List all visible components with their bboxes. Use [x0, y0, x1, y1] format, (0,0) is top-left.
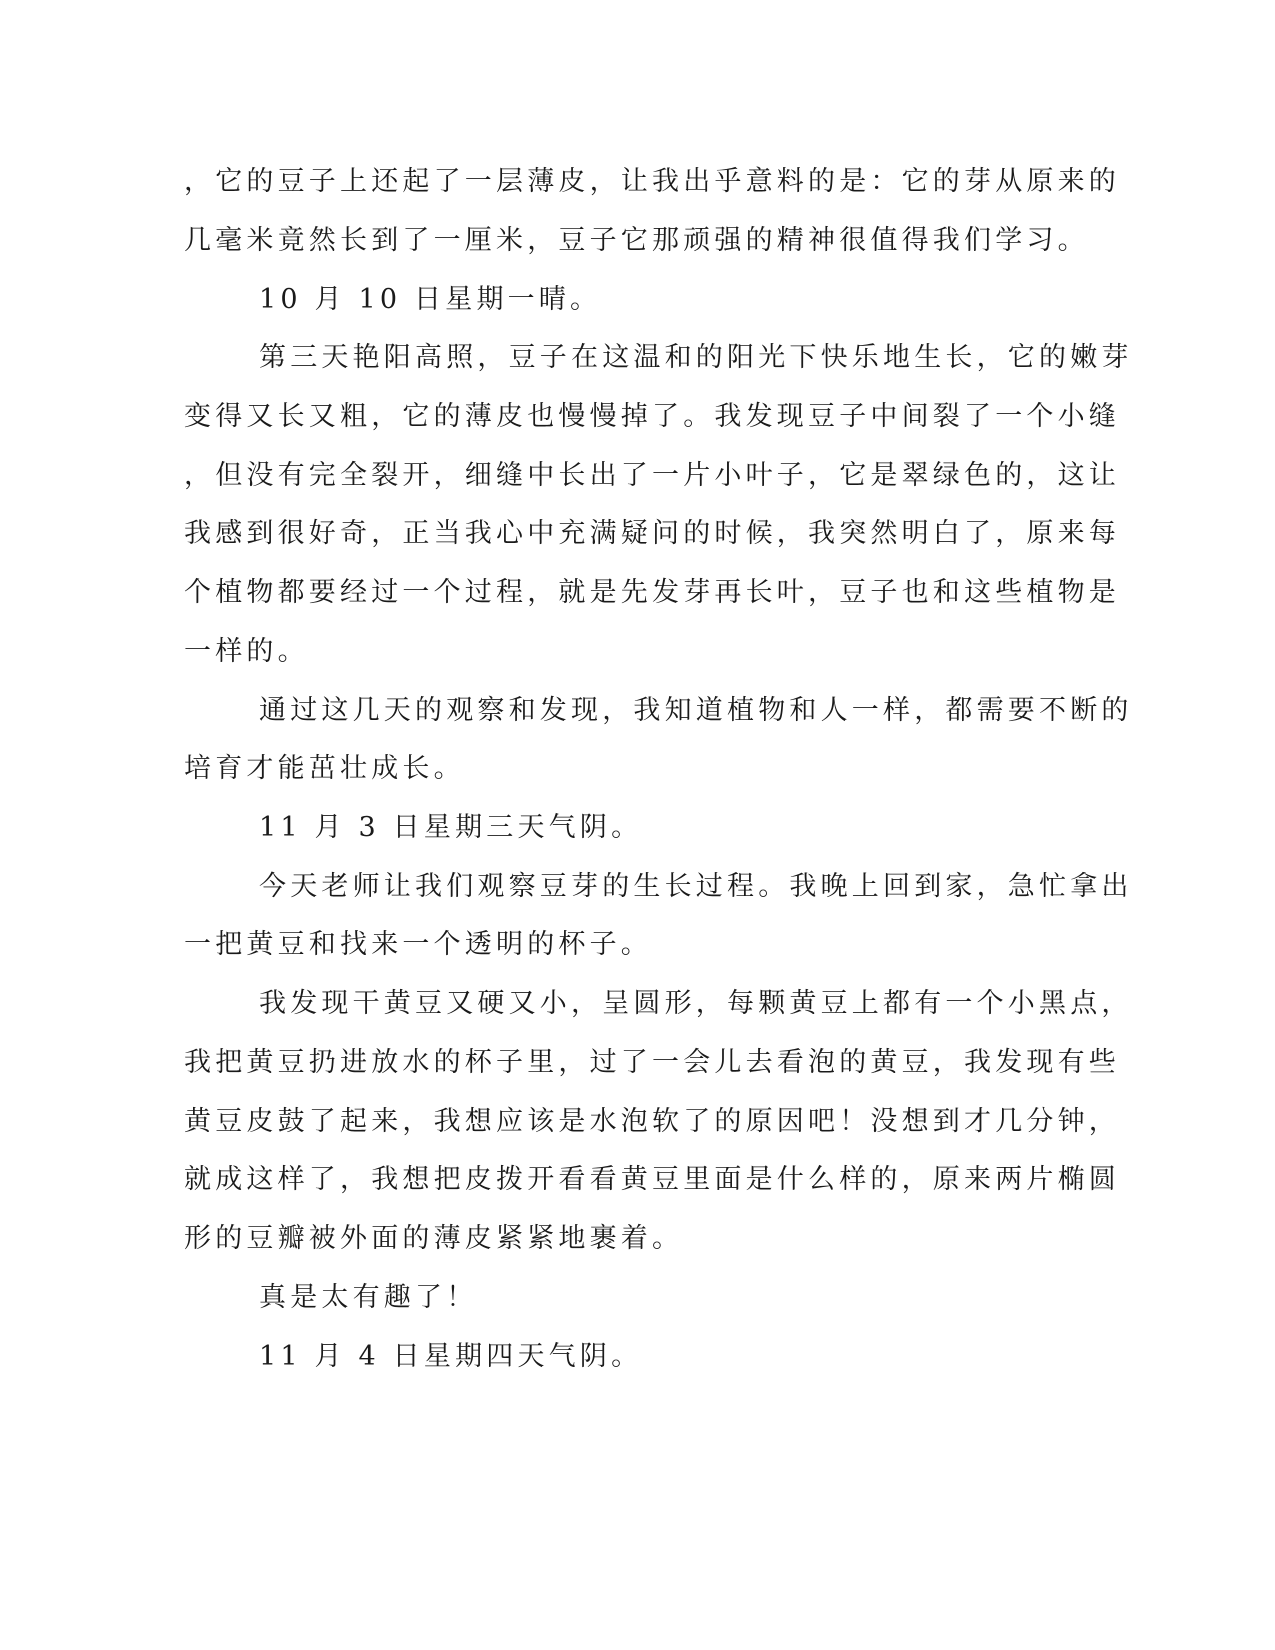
text-line: 个植物都要经过一个过程，就是先发芽再长叶，豆子也和这些植物是 — [184, 577, 1120, 608]
text-line: 我把黄豆扔进放水的杯子里，过了一会儿去看泡的黄豆，我发现有些 — [184, 1047, 1120, 1078]
text-line: 一把黄豆和找来一个透明的杯子。 — [184, 929, 652, 960]
text-line: 通过这几天的观察和发现，我知道植物和人一样，都需要不断的 — [259, 695, 1133, 726]
text-line: 变得又长又粗，它的薄皮也慢慢掉了。我发现豆子中间裂了一个小缝 — [184, 401, 1120, 432]
text-line: 今天老师让我们观察豆芽的生长过程。我晚上回到家，急忙拿出 — [259, 871, 1133, 902]
text-line: 第三天艳阳高照，豆子在这温和的阳光下快乐地生长，它的嫩芽 — [259, 342, 1133, 373]
date-heading: 10 月 10 日星期一晴。 — [259, 284, 602, 315]
text-line: ，但没有完全裂开，细缝中长出了一片小叶子，它是翠绿色的，这让 — [184, 460, 1120, 491]
date-heading: 11 月 4 日星期四天气阴。 — [259, 1341, 643, 1372]
text-line: 我感到很好奇，正当我心中充满疑问的时候，我突然明白了，原来每 — [184, 518, 1120, 549]
text-line: 一样的。 — [184, 636, 309, 667]
text-line: 我发现干黄豆又硬又小，呈圆形，每颗黄豆上都有一个小黑点， — [259, 988, 1133, 1019]
text-line: ，它的豆子上还起了一层薄皮，让我出乎意料的是：它的芽从原来的 — [184, 166, 1120, 197]
text-line: 黄豆皮鼓了起来，我想应该是水泡软了的原因吧！没想到才几分钟， — [184, 1106, 1120, 1137]
text-line: 就成这样了，我想把皮拨开看看黄豆里面是什么样的，原来两片椭圆 — [184, 1164, 1120, 1195]
text-line: 培育才能茁壮成长。 — [184, 753, 465, 784]
text-line: 真是太有趣了！ — [259, 1282, 478, 1313]
text-line: 几毫米竟然长到了一厘米，豆子它那顽强的精神很值得我们学习。 — [184, 225, 1089, 256]
text-line: 形的豆瓣被外面的薄皮紧紧地裹着。 — [184, 1223, 684, 1254]
date-heading: 11 月 3 日星期三天气阴。 — [259, 812, 643, 843]
